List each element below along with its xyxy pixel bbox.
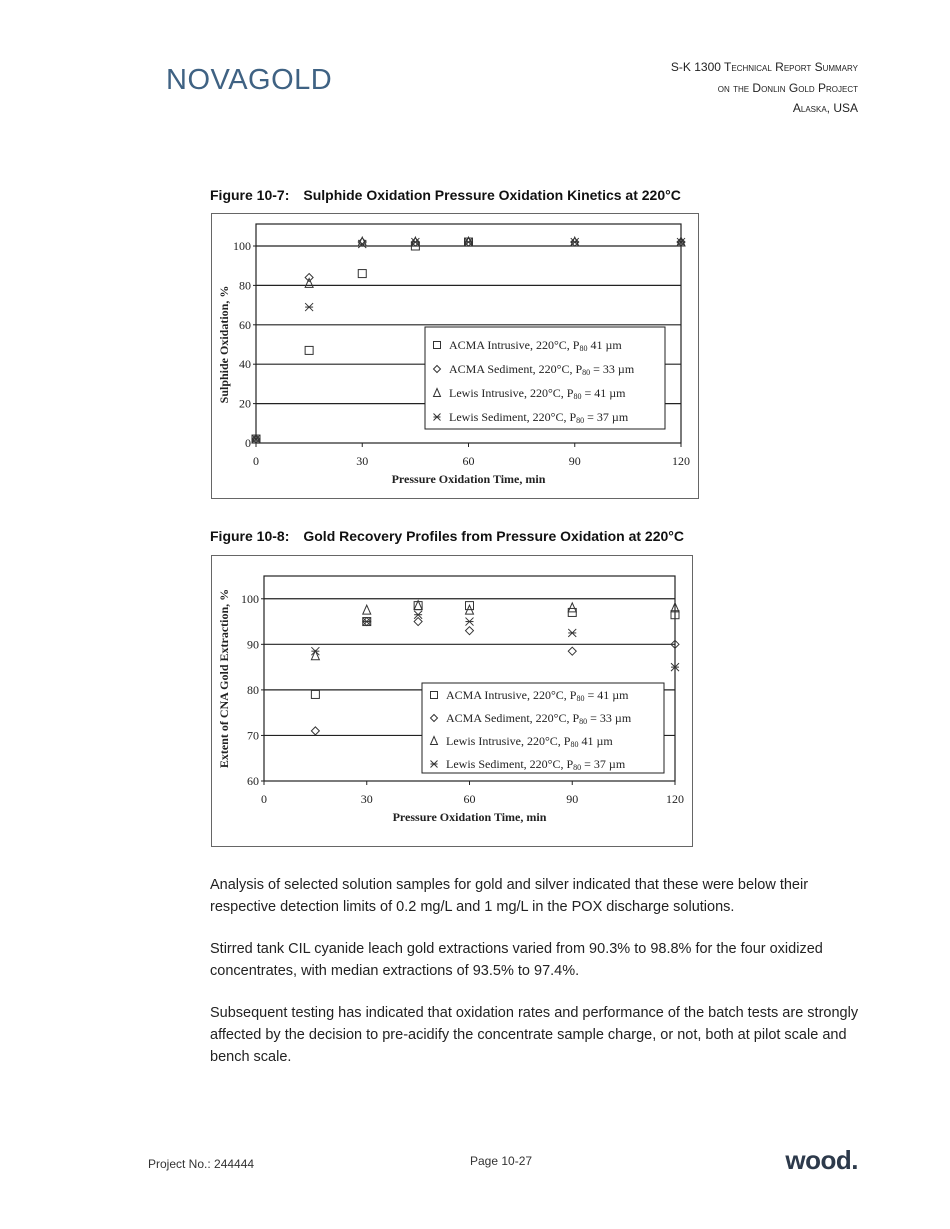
point-asterisk	[363, 618, 371, 626]
x-tick-label: 0	[253, 454, 259, 468]
x-tick-label: 60	[462, 454, 475, 468]
x-tick-label: 30	[360, 792, 373, 806]
x-tick-label: 90	[566, 792, 579, 806]
x-axis-label: Pressure Oxidation Time, min	[391, 472, 546, 486]
x-tick-label: 90	[568, 454, 581, 468]
y-tick-label: 90	[247, 637, 259, 652]
legend-entry: Lewis Intrusive, 220°C, P80 41 µm	[446, 734, 613, 749]
x-tick-label: 0	[261, 792, 267, 806]
legend-entry: ACMA Sediment, 220°C, P80 = 33 µm	[446, 711, 632, 726]
paragraph-cil-extractions: Stirred tank CIL cyanide leach gold extractions varied from 90.3% to 98.8% for the four oxidized concentrates, with median extractions of 93.5% to 97.4%.	[210, 941, 823, 979]
figure-title: Gold Recovery Profiles from Pressure Oxidation at 220°C	[303, 528, 684, 544]
header-line-2: on the Donlin Gold Project	[717, 81, 858, 95]
legend-entry: ACMA Intrusive, 220°C, P80 41 µm	[449, 338, 622, 353]
chart-gold-recovery	[211, 555, 693, 847]
x-tick-label: 120	[666, 792, 684, 806]
point-square	[311, 690, 319, 698]
x-tick-label: 60	[463, 792, 476, 806]
point-diamond	[311, 727, 319, 735]
legend-entry: ACMA Sediment, 220°C, P80 = 33 µm	[449, 362, 635, 377]
x-tick-label: 120	[672, 454, 690, 468]
y-tick-label: 80	[247, 682, 259, 697]
logo-text: NOVAGOLD	[166, 64, 333, 96]
y-tick-label: 100	[241, 591, 259, 606]
y-axis-label: Sulphide Oxidation, %	[217, 285, 231, 404]
y-tick-label: 40	[239, 357, 251, 372]
page-number: Page 10-27	[470, 1154, 533, 1168]
figure-number: Figure 10-8:	[210, 528, 290, 544]
figure-10-7-caption	[210, 187, 681, 203]
point-asterisk	[466, 618, 474, 626]
point-asterisk	[571, 238, 579, 246]
point-diamond	[466, 627, 474, 635]
x-axis-label: Pressure Oxidation Time, min	[392, 810, 547, 824]
legend-entry: Lewis Sediment, 220°C, P80 = 37 µm	[449, 410, 629, 425]
paragraph-pre-acidify: Subsequent testing has indicated that oxidation rates and performance of the batch tests are strongly affected by the decision to pre-acidify the concentrate sample charge, or not, both at pilot scale and bench scale.	[210, 1005, 859, 1065]
y-tick-label: 100	[233, 239, 251, 253]
legend-entry: Lewis Sediment, 220°C, P80 = 37 µm	[446, 757, 626, 772]
point-asterisk	[411, 238, 419, 246]
figure-title: Sulphide Oxidation Pressure Oxidation Kinetics at 220°C	[303, 187, 681, 203]
legend-entry: Lewis Intrusive, 220°C, P80 = 41 µm	[449, 386, 626, 401]
point-triangle	[311, 651, 319, 660]
chart-2-svg	[212, 556, 692, 846]
x-tick-label: 30	[356, 454, 369, 468]
point-triangle	[568, 603, 576, 612]
point-asterisk	[358, 240, 366, 248]
paragraph-detection-limits: Analysis of selected solution samples for gold and silver indicated that these were below their respective detection limits of 0.2 mg/L and 1 mg/L in the POX discharge solutions.	[210, 877, 809, 915]
figure-number: Figure 10-7:	[210, 187, 290, 203]
chart-sulphide-oxidation	[211, 213, 699, 499]
point-asterisk	[568, 629, 576, 637]
y-tick-label: 80	[239, 278, 251, 293]
figure-10-8-caption	[210, 528, 684, 544]
point-triangle	[305, 278, 313, 287]
header-line-1: S-K 1300 Technical Report Summary	[670, 60, 858, 74]
wood-logo: wood.	[785, 1145, 858, 1175]
novagold-logo	[166, 64, 332, 97]
point-square	[414, 602, 422, 610]
y-tick-label: 0	[245, 436, 251, 450]
project-number: Project No.: 244444	[148, 1157, 255, 1171]
point-asterisk	[305, 303, 313, 311]
legend-entry: ACMA Intrusive, 220°C, P80 = 41 µm	[446, 688, 629, 703]
y-tick-label: 20	[239, 396, 251, 411]
point-diamond	[414, 618, 422, 626]
point-asterisk	[311, 647, 319, 655]
point-triangle	[363, 605, 371, 614]
point-square	[358, 270, 366, 278]
point-square	[305, 346, 313, 354]
y-tick-label: 60	[239, 317, 251, 332]
point-asterisk	[465, 238, 473, 246]
y-tick-label: 70	[247, 728, 259, 743]
point-diamond	[568, 647, 576, 655]
y-axis-label: Extent of CNA Gold Extraction, %	[217, 588, 231, 769]
header-line-3: Alaska, USA	[792, 101, 858, 115]
chart-1-svg	[212, 214, 698, 498]
y-tick-label: 60	[247, 774, 259, 788]
point-diamond	[358, 238, 366, 246]
